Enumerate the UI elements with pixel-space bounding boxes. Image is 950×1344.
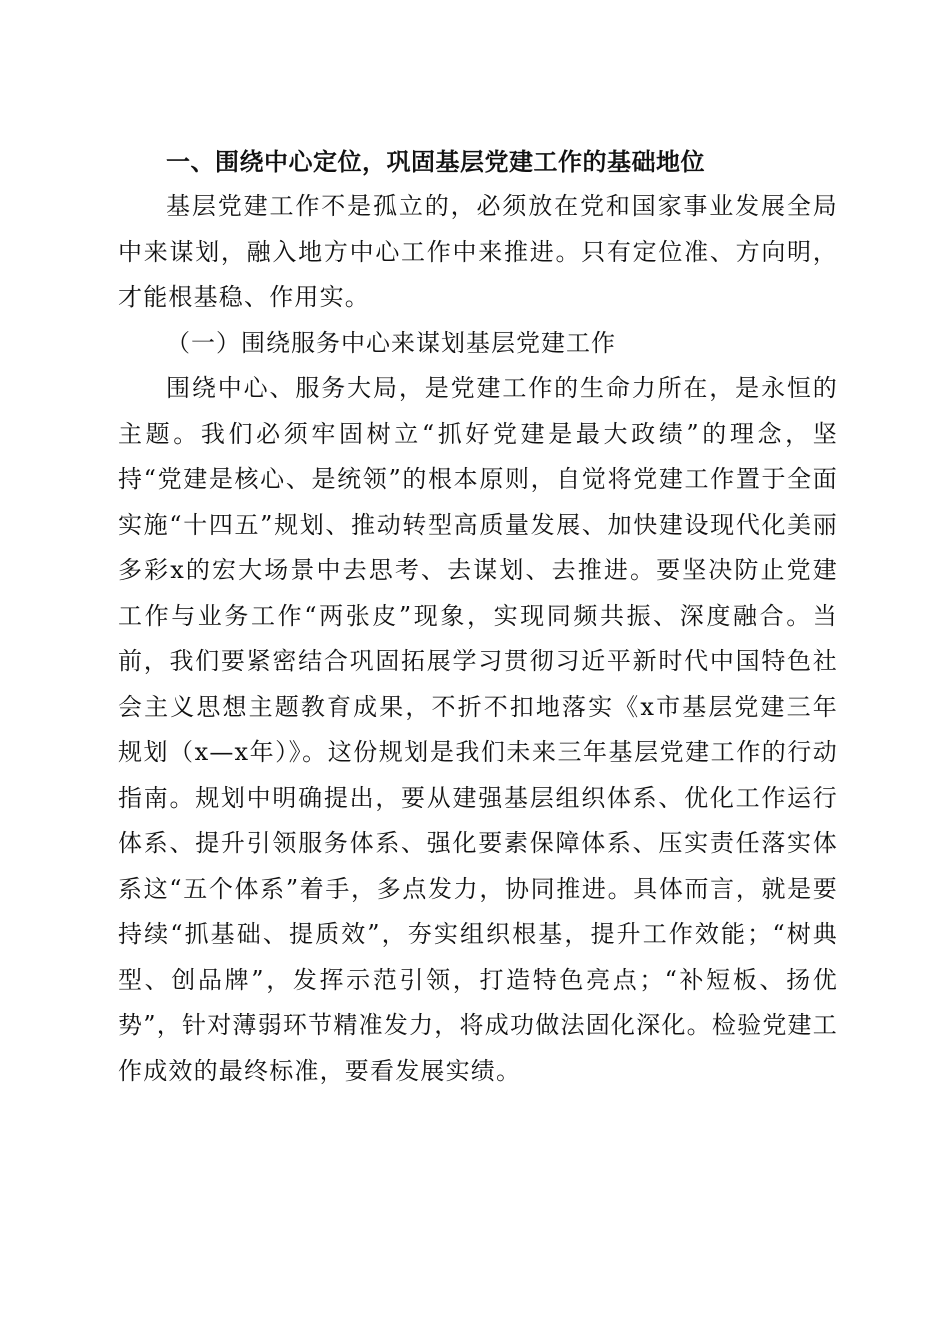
intro-paragraph: 基层党建工作不是孤立的，必须放在党和国家事业发展全局中来谋划，融入地方中心工作中来推进。只有定位准、方向明，才能根基稳、作用实。	[118, 192, 838, 311]
document-body	[118, 144, 838, 1094]
subsection-heading: （一）围绕服务中心来谋划基层党建工作	[166, 328, 616, 357]
body-paragraph: 围绕中心、服务大局，是党建工作的生命力所在，是永恒的主题。我们必须牢固树立“抓好党建是最大政绩”的理念，坚持“党建是核心、是统领”的根本原则，自觉将党建工作置于全面实施“十四五”规划、推动转型高质量发展、加快建设现代化美丽多彩x的宏大场景中去思考、去谋划、去推进。要坚决防止党建工作与业务工作“两张皮”现象，实现同频共振、深度融合。当前，我们要紧密结合巩固拓展学习贯彻习近平新时代中国特色社会主义思想主题教育成果，不折不扣地落实《x市基层党建三年规划（x—x年）》。这份规划是我们未来三年基层党建工作的行动指南。规划中明确提出，要从建强基层组织体系、优化工作运行体系、提升引领服务体系、强化要素保障体系、压实责任落实体系这“五个体系”着手，多点发力，协同推进。具体而言，就是要持续“抓基础、提质效”，夯实组织根基，提升工作效能；“树典型、创品牌”，发挥示范引领，打造特色亮点；“补短板、扬优势”，针对薄弱环节精准发力，将成功做法固化深化。检验党建工作成效的最终标准，要看发展实绩。	[118, 374, 838, 1085]
section-heading: 一、围绕中心定位，巩固基层党建工作的基础地位	[166, 148, 705, 176]
